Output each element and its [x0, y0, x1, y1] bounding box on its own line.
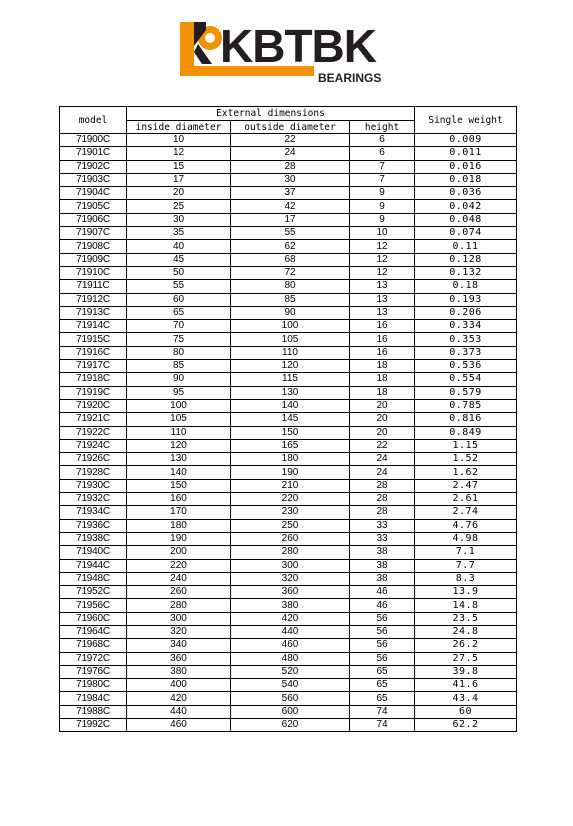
cell-outside-diameter: 620	[231, 719, 350, 732]
cell-outside-diameter: 22	[231, 134, 350, 147]
cell-inside-diameter: 130	[127, 453, 231, 466]
header-external-dimensions: External dimensions	[127, 107, 415, 121]
table-row	[60, 665, 517, 678]
cell-height: 20	[350, 426, 415, 439]
table-row	[60, 453, 517, 466]
header-inside-diameter: inside diameter	[127, 121, 231, 134]
cell-height: 20	[350, 413, 415, 426]
cell-weight: 0.579	[415, 386, 517, 399]
cell-height: 16	[350, 333, 415, 346]
cell-height: 28	[350, 479, 415, 492]
table-row	[60, 586, 517, 599]
table-row	[60, 134, 517, 147]
cell-inside-diameter: 65	[127, 306, 231, 319]
cell-model: 71902C	[60, 160, 127, 173]
cell-weight: 2.61	[415, 493, 517, 506]
cell-inside-diameter: 190	[127, 532, 231, 545]
cell-weight: 7.7	[415, 559, 517, 572]
bearing-dimensions-table	[59, 106, 517, 732]
cell-model: 71901C	[60, 147, 127, 160]
cell-height: 18	[350, 386, 415, 399]
table-row	[60, 599, 517, 612]
cell-outside-diameter: 55	[231, 227, 350, 240]
cell-weight: 0.011	[415, 147, 517, 160]
table-row	[60, 227, 517, 240]
cell-model: 71916C	[60, 346, 127, 359]
cell-inside-diameter: 360	[127, 652, 231, 665]
cell-model: 71908C	[60, 240, 127, 253]
cell-inside-diameter: 280	[127, 599, 231, 612]
table-row	[60, 493, 517, 506]
table-row	[60, 679, 517, 692]
cell-height: 7	[350, 173, 415, 186]
cell-inside-diameter: 12	[127, 147, 231, 160]
cell-model: 71988C	[60, 705, 127, 718]
cell-outside-diameter: 320	[231, 572, 350, 585]
cell-inside-diameter: 260	[127, 586, 231, 599]
cell-model: 71938C	[60, 532, 127, 545]
cell-model: 71907C	[60, 227, 127, 240]
cell-inside-diameter: 50	[127, 266, 231, 279]
cell-outside-diameter: 190	[231, 466, 350, 479]
cell-height: 56	[350, 639, 415, 652]
cell-outside-diameter: 600	[231, 705, 350, 718]
cell-outside-diameter: 100	[231, 320, 350, 333]
table-row	[60, 506, 517, 519]
table-row	[60, 426, 517, 439]
cell-outside-diameter: 150	[231, 426, 350, 439]
cell-weight: 26.2	[415, 639, 517, 652]
cell-model: 71960C	[60, 612, 127, 625]
cell-inside-diameter: 15	[127, 160, 231, 173]
cell-height: 28	[350, 506, 415, 519]
cell-outside-diameter: 130	[231, 386, 350, 399]
table-row	[60, 546, 517, 559]
table-row	[60, 719, 517, 732]
cell-height: 24	[350, 453, 415, 466]
cell-model: 71936C	[60, 519, 127, 532]
cell-inside-diameter: 70	[127, 320, 231, 333]
header-height: height	[350, 121, 415, 134]
cell-weight: 0.036	[415, 187, 517, 200]
cell-outside-diameter: 30	[231, 173, 350, 186]
cell-model: 71968C	[60, 639, 127, 652]
cell-model: 71956C	[60, 599, 127, 612]
table-row	[60, 200, 517, 213]
cell-weight: 2.47	[415, 479, 517, 492]
table-row	[60, 705, 517, 718]
bearing-table-container	[59, 106, 516, 732]
table-row	[60, 399, 517, 412]
cell-inside-diameter: 140	[127, 466, 231, 479]
cell-outside-diameter: 165	[231, 439, 350, 452]
cell-model: 71932C	[60, 493, 127, 506]
logo-subtitle: BEARINGS	[318, 71, 382, 85]
cell-inside-diameter: 300	[127, 612, 231, 625]
cell-model: 71934C	[60, 506, 127, 519]
cell-inside-diameter: 45	[127, 253, 231, 266]
cell-model: 71905C	[60, 200, 127, 213]
cell-inside-diameter: 150	[127, 479, 231, 492]
logo-gear-hole	[205, 33, 215, 43]
cell-inside-diameter: 80	[127, 346, 231, 359]
cell-height: 38	[350, 572, 415, 585]
cell-model: 71992C	[60, 719, 127, 732]
cell-inside-diameter: 220	[127, 559, 231, 572]
cell-model: 71921C	[60, 413, 127, 426]
cell-inside-diameter: 170	[127, 506, 231, 519]
cell-outside-diameter: 42	[231, 200, 350, 213]
cell-height: 18	[350, 373, 415, 386]
cell-height: 6	[350, 147, 415, 160]
cell-outside-diameter: 68	[231, 253, 350, 266]
table-row	[60, 639, 517, 652]
cell-outside-diameter: 540	[231, 679, 350, 692]
cell-model: 71940C	[60, 546, 127, 559]
table-row	[60, 346, 517, 359]
cell-weight: 13.9	[415, 586, 517, 599]
cell-outside-diameter: 280	[231, 546, 350, 559]
cell-outside-diameter: 80	[231, 280, 350, 293]
cell-height: 28	[350, 493, 415, 506]
cell-inside-diameter: 35	[127, 227, 231, 240]
cell-inside-diameter: 160	[127, 493, 231, 506]
table-row	[60, 692, 517, 705]
cell-height: 65	[350, 692, 415, 705]
cell-weight: 0.132	[415, 266, 517, 279]
cell-model: 71926C	[60, 453, 127, 466]
cell-height: 56	[350, 612, 415, 625]
table-row	[60, 652, 517, 665]
cell-inside-diameter: 10	[127, 134, 231, 147]
cell-outside-diameter: 210	[231, 479, 350, 492]
cell-outside-diameter: 90	[231, 306, 350, 319]
table-row	[60, 532, 517, 545]
table-row	[60, 187, 517, 200]
table-row	[60, 479, 517, 492]
cell-height: 9	[350, 187, 415, 200]
cell-weight: 39.8	[415, 665, 517, 678]
table-row	[60, 625, 517, 638]
cell-weight: 0.193	[415, 293, 517, 306]
cell-weight: 4.76	[415, 519, 517, 532]
cell-model: 71909C	[60, 253, 127, 266]
cell-outside-diameter: 37	[231, 187, 350, 200]
cell-inside-diameter: 20	[127, 187, 231, 200]
cell-inside-diameter: 460	[127, 719, 231, 732]
cell-inside-diameter: 17	[127, 173, 231, 186]
header-model: model	[60, 107, 127, 134]
cell-weight: 43.4	[415, 692, 517, 705]
cell-height: 38	[350, 559, 415, 572]
cell-model: 71910C	[60, 266, 127, 279]
table-row	[60, 266, 517, 279]
cell-inside-diameter: 380	[127, 665, 231, 678]
cell-weight: 60	[415, 705, 517, 718]
cell-outside-diameter: 145	[231, 413, 350, 426]
cell-weight: 0.016	[415, 160, 517, 173]
cell-weight: 1.52	[415, 453, 517, 466]
cell-outside-diameter: 28	[231, 160, 350, 173]
cell-weight: 0.042	[415, 200, 517, 213]
cell-inside-diameter: 95	[127, 386, 231, 399]
cell-model: 71914C	[60, 320, 127, 333]
cell-outside-diameter: 560	[231, 692, 350, 705]
cell-weight: 23.5	[415, 612, 517, 625]
cell-outside-diameter: 460	[231, 639, 350, 652]
cell-inside-diameter: 85	[127, 360, 231, 373]
table-row	[60, 160, 517, 173]
cell-outside-diameter: 520	[231, 665, 350, 678]
cell-weight: 24.8	[415, 625, 517, 638]
cell-model: 71928C	[60, 466, 127, 479]
cell-model: 71952C	[60, 586, 127, 599]
cell-weight: 0.18	[415, 280, 517, 293]
cell-weight: 0.849	[415, 426, 517, 439]
cell-outside-diameter: 17	[231, 213, 350, 226]
cell-height: 18	[350, 360, 415, 373]
cell-model: 71976C	[60, 665, 127, 678]
cell-inside-diameter: 420	[127, 692, 231, 705]
table-row	[60, 373, 517, 386]
brand-logo	[176, 16, 398, 88]
cell-height: 65	[350, 679, 415, 692]
cell-model: 71912C	[60, 293, 127, 306]
cell-height: 12	[350, 253, 415, 266]
cell-model: 71918C	[60, 373, 127, 386]
cell-model: 71920C	[60, 399, 127, 412]
table-row	[60, 519, 517, 532]
cell-inside-diameter: 320	[127, 625, 231, 638]
cell-model: 71980C	[60, 679, 127, 692]
cell-model: 71984C	[60, 692, 127, 705]
cell-model: 71964C	[60, 625, 127, 638]
cell-model: 71944C	[60, 559, 127, 572]
table-row	[60, 386, 517, 399]
cell-inside-diameter: 120	[127, 439, 231, 452]
cell-outside-diameter: 115	[231, 373, 350, 386]
table-row	[60, 253, 517, 266]
header-outside-diameter: outside diameter	[231, 121, 350, 134]
cell-weight: 1.15	[415, 439, 517, 452]
table-row	[60, 293, 517, 306]
cell-model: 71904C	[60, 187, 127, 200]
cell-outside-diameter: 120	[231, 360, 350, 373]
cell-outside-diameter: 110	[231, 346, 350, 359]
cell-height: 6	[350, 134, 415, 147]
cell-inside-diameter: 180	[127, 519, 231, 532]
table-row	[60, 360, 517, 373]
cell-outside-diameter: 105	[231, 333, 350, 346]
cell-model: 71913C	[60, 306, 127, 319]
table-row	[60, 306, 517, 319]
cell-height: 74	[350, 719, 415, 732]
cell-model: 71917C	[60, 360, 127, 373]
cell-weight: 8.3	[415, 572, 517, 585]
cell-model: 71930C	[60, 479, 127, 492]
cell-model: 71900C	[60, 134, 127, 147]
cell-weight: 0.018	[415, 173, 517, 186]
cell-inside-diameter: 75	[127, 333, 231, 346]
cell-weight: 0.785	[415, 399, 517, 412]
cell-height: 74	[350, 705, 415, 718]
cell-model: 71948C	[60, 572, 127, 585]
cell-model: 71906C	[60, 213, 127, 226]
table-row	[60, 466, 517, 479]
cell-inside-diameter: 30	[127, 213, 231, 226]
cell-weight: 14.8	[415, 599, 517, 612]
table-row	[60, 147, 517, 160]
cell-inside-diameter: 340	[127, 639, 231, 652]
cell-inside-diameter: 110	[127, 426, 231, 439]
cell-weight: 0.353	[415, 333, 517, 346]
cell-outside-diameter: 85	[231, 293, 350, 306]
cell-inside-diameter: 25	[127, 200, 231, 213]
cell-weight: 4.98	[415, 532, 517, 545]
cell-model: 71924C	[60, 439, 127, 452]
cell-outside-diameter: 440	[231, 625, 350, 638]
cell-inside-diameter: 55	[127, 280, 231, 293]
cell-height: 12	[350, 240, 415, 253]
cell-weight: 0.536	[415, 360, 517, 373]
cell-height: 56	[350, 625, 415, 638]
cell-weight: 0.554	[415, 373, 517, 386]
cell-model: 71915C	[60, 333, 127, 346]
cell-weight: 62.2	[415, 719, 517, 732]
cell-height: 9	[350, 200, 415, 213]
cell-inside-diameter: 200	[127, 546, 231, 559]
cell-outside-diameter: 140	[231, 399, 350, 412]
cell-height: 33	[350, 519, 415, 532]
table-row	[60, 439, 517, 452]
cell-weight: 0.048	[415, 213, 517, 226]
cell-outside-diameter: 260	[231, 532, 350, 545]
cell-weight: 0.009	[415, 134, 517, 147]
cell-height: 56	[350, 652, 415, 665]
cell-outside-diameter: 220	[231, 493, 350, 506]
cell-inside-diameter: 90	[127, 373, 231, 386]
table-row	[60, 413, 517, 426]
cell-weight: 0.074	[415, 227, 517, 240]
cell-height: 16	[350, 320, 415, 333]
cell-height: 7	[350, 160, 415, 173]
cell-inside-diameter: 105	[127, 413, 231, 426]
cell-inside-diameter: 400	[127, 679, 231, 692]
cell-outside-diameter: 380	[231, 599, 350, 612]
cell-inside-diameter: 240	[127, 572, 231, 585]
cell-weight: 0.816	[415, 413, 517, 426]
cell-outside-diameter: 420	[231, 612, 350, 625]
cell-height: 16	[350, 346, 415, 359]
cell-height: 13	[350, 293, 415, 306]
cell-height: 10	[350, 227, 415, 240]
cell-model: 71972C	[60, 652, 127, 665]
cell-weight: 2.74	[415, 506, 517, 519]
cell-weight: 0.206	[415, 306, 517, 319]
cell-height: 9	[350, 213, 415, 226]
cell-outside-diameter: 360	[231, 586, 350, 599]
cell-height: 38	[350, 546, 415, 559]
cell-outside-diameter: 480	[231, 652, 350, 665]
table-row	[60, 333, 517, 346]
cell-inside-diameter: 40	[127, 240, 231, 253]
cell-inside-diameter: 100	[127, 399, 231, 412]
cell-height: 33	[350, 532, 415, 545]
cell-outside-diameter: 230	[231, 506, 350, 519]
cell-weight: 0.334	[415, 320, 517, 333]
cell-weight: 0.11	[415, 240, 517, 253]
cell-height: 46	[350, 586, 415, 599]
table-row	[60, 559, 517, 572]
cell-outside-diameter: 72	[231, 266, 350, 279]
logo-wordmark: KBTBK	[220, 20, 376, 72]
cell-inside-diameter: 60	[127, 293, 231, 306]
cell-outside-diameter: 24	[231, 147, 350, 160]
cell-model: 71911C	[60, 280, 127, 293]
table-body	[60, 134, 517, 732]
table-row	[60, 173, 517, 186]
table-row	[60, 572, 517, 585]
cell-weight: 27.5	[415, 652, 517, 665]
cell-height: 13	[350, 306, 415, 319]
cell-weight: 1.62	[415, 466, 517, 479]
kbtbk-logo-graphic	[176, 16, 398, 88]
table-row	[60, 280, 517, 293]
cell-weight: 0.128	[415, 253, 517, 266]
table-row	[60, 240, 517, 253]
cell-weight: 41.6	[415, 679, 517, 692]
cell-height: 65	[350, 665, 415, 678]
header-single-weight: Single weight	[415, 107, 517, 134]
table-row	[60, 612, 517, 625]
cell-outside-diameter: 300	[231, 559, 350, 572]
cell-height: 22	[350, 439, 415, 452]
cell-height: 20	[350, 399, 415, 412]
cell-model: 71922C	[60, 426, 127, 439]
cell-height: 13	[350, 280, 415, 293]
cell-outside-diameter: 62	[231, 240, 350, 253]
cell-height: 24	[350, 466, 415, 479]
cell-model: 71919C	[60, 386, 127, 399]
cell-height: 12	[350, 266, 415, 279]
cell-inside-diameter: 440	[127, 705, 231, 718]
cell-weight: 7.1	[415, 546, 517, 559]
table-row	[60, 320, 517, 333]
table-row	[60, 213, 517, 226]
cell-model: 71903C	[60, 173, 127, 186]
cell-outside-diameter: 180	[231, 453, 350, 466]
cell-height: 46	[350, 599, 415, 612]
cell-weight: 0.373	[415, 346, 517, 359]
cell-outside-diameter: 250	[231, 519, 350, 532]
